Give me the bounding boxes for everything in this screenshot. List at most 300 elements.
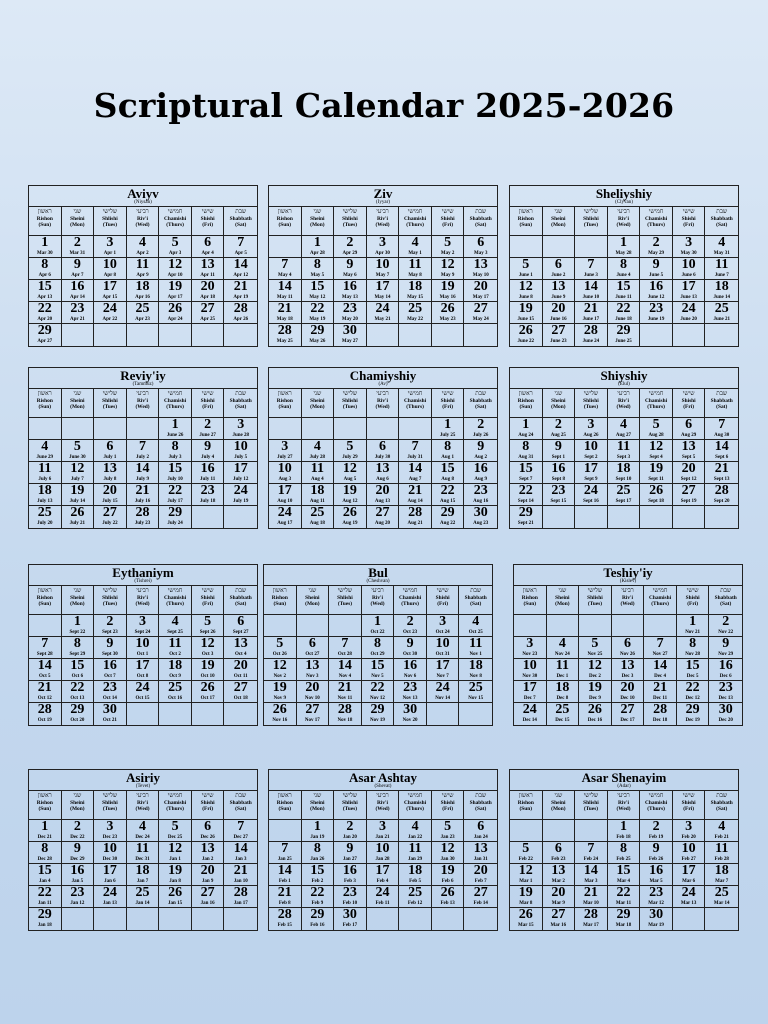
weekday-header	[29, 389, 62, 418]
day-number: 5	[444, 820, 452, 834]
weekday-hebrew: שבת	[716, 793, 728, 799]
gregorian-date: Sept 19	[680, 499, 697, 504]
gregorian-date: May 13	[341, 295, 358, 300]
month-subtitle: (Shevat)	[374, 784, 392, 789]
gregorian-date: Apr 5	[234, 251, 247, 256]
day-cell	[62, 418, 95, 440]
day-cell	[269, 506, 302, 528]
day-cell	[514, 681, 547, 703]
gregorian-date: Dec 11	[653, 696, 668, 701]
day-cell	[432, 324, 465, 346]
day-number: 15	[37, 280, 52, 294]
gregorian-date: Dec 23	[102, 835, 118, 840]
gregorian-date: Feb 9	[311, 901, 324, 906]
day-number: 20	[620, 681, 635, 695]
day-number: 1	[373, 615, 381, 629]
day-number: 3	[281, 440, 289, 454]
gregorian-date: Nov 24	[554, 652, 570, 657]
day-number: 24	[277, 506, 292, 520]
gregorian-date: June 29	[36, 455, 54, 460]
weekday-name: Sheini	[70, 595, 85, 601]
weekday-abbrev: (Sun)	[273, 601, 287, 607]
gregorian-date: May 20	[341, 317, 358, 322]
gregorian-date: Nov 15	[468, 696, 484, 701]
day-number: 16	[70, 864, 85, 878]
gregorian-date: Jan 6	[104, 879, 116, 884]
month-name: Asar Shenayim	[581, 770, 667, 785]
weekday-hebrew: שבת	[475, 793, 487, 799]
gregorian-date: Oct 31	[435, 652, 450, 657]
day-number: 5	[522, 258, 530, 272]
day-cell	[575, 258, 608, 280]
weekday-header	[575, 791, 608, 820]
day-cell	[302, 258, 335, 280]
day-cell	[29, 908, 62, 930]
weekday-name: Sheini	[310, 398, 325, 404]
weekday-hebrew: רביעי	[136, 209, 149, 215]
gregorian-date: Dec 13	[718, 696, 733, 701]
month-block	[509, 185, 739, 347]
gregorian-date: Apr 27	[37, 339, 53, 344]
gregorian-date: June 16	[550, 317, 567, 322]
gregorian-date: Oct 6	[71, 674, 84, 679]
weekday-name: Rishon	[517, 800, 534, 806]
day-cell	[29, 886, 62, 908]
day-cell	[673, 908, 706, 930]
gregorian-date: July 23	[134, 521, 151, 526]
day-number: 27	[305, 703, 320, 717]
day-cell	[29, 703, 62, 725]
gregorian-date: Sept 8	[551, 477, 565, 482]
day-cell	[269, 484, 302, 506]
day-cell	[269, 324, 302, 346]
day-number: 21	[583, 302, 598, 316]
weekday-abbrev: (Mon)	[555, 601, 570, 607]
gregorian-date: Sept 5	[682, 455, 696, 460]
gregorian-date: May 12	[309, 295, 326, 300]
weekday-abbrev: (Sat)	[475, 222, 487, 228]
weekday-abbrev: (Sat)	[470, 601, 482, 607]
day-cell	[673, 440, 706, 462]
gregorian-date: July 5	[234, 455, 248, 460]
day-cell	[127, 659, 160, 681]
gregorian-date: Feb 26	[648, 857, 664, 862]
gregorian-date: Nov 1	[469, 652, 482, 657]
day-number: 10	[135, 637, 150, 651]
day-cell	[192, 258, 225, 280]
day-cell	[399, 418, 432, 440]
day-cell	[673, 506, 706, 528]
weekday-abbrev: (Sat)	[716, 222, 728, 228]
day-cell	[192, 440, 225, 462]
weekday-hebrew: שני	[558, 588, 567, 594]
gregorian-date: June 3	[583, 273, 598, 278]
day-number: 11	[135, 842, 150, 856]
day-number: 17	[681, 864, 696, 878]
gregorian-date: Jan 13	[102, 901, 117, 906]
day-cell	[575, 324, 608, 346]
day-cell	[579, 681, 612, 703]
day-cell	[302, 820, 335, 842]
weekday-name: Sheini	[555, 595, 570, 601]
day-cell	[269, 820, 302, 842]
weekday-name: Chamishi	[403, 216, 427, 222]
day-cell	[192, 842, 225, 864]
day-cell	[192, 637, 225, 659]
day-number: 18	[37, 484, 52, 498]
day-number: 11	[168, 637, 182, 651]
month-grid	[29, 586, 257, 725]
gregorian-date: Apr 4	[201, 251, 214, 256]
gregorian-date: Feb 12	[407, 901, 423, 906]
weekday-header	[159, 791, 192, 820]
weekday-hebrew: חמישי	[648, 793, 664, 799]
day-number: 29	[70, 703, 85, 717]
weekday-abbrev: (Mon)	[70, 222, 85, 228]
gregorian-date: Sept 2	[584, 455, 598, 460]
gregorian-date: June 14	[713, 295, 730, 300]
day-number: 26	[70, 506, 85, 520]
gregorian-date: July 2	[136, 455, 149, 460]
weekday-hebrew: שני	[73, 209, 82, 215]
day-cell	[127, 703, 160, 725]
day-cell	[334, 886, 367, 908]
day-number: 4	[171, 615, 179, 629]
gregorian-date: Nov 6	[403, 674, 417, 679]
weekday-abbrev: (Fri)	[202, 601, 214, 607]
gregorian-date: Jan 3	[234, 857, 247, 862]
day-number: 20	[681, 462, 696, 476]
gregorian-date: Feb 25	[616, 857, 631, 862]
day-number: 2	[346, 236, 354, 250]
gregorian-date: Feb 23	[551, 857, 566, 862]
day-number: 13	[102, 462, 117, 476]
day-number: 16	[649, 864, 664, 878]
day-cell	[432, 302, 465, 324]
day-number: 9	[652, 842, 660, 856]
gregorian-date: Jan 31	[473, 857, 488, 862]
day-cell	[62, 637, 95, 659]
day-number: 25	[37, 506, 52, 520]
gregorian-date: June 9	[551, 295, 566, 300]
day-cell	[640, 506, 673, 528]
day-cell	[575, 908, 608, 930]
day-number: 17	[233, 462, 248, 476]
day-cell	[367, 820, 400, 842]
day-number: 20	[375, 484, 390, 498]
gregorian-date: Aug 2	[474, 455, 488, 460]
weekday-name: Riv'i	[617, 216, 630, 222]
day-cell	[432, 506, 465, 528]
day-cell	[362, 615, 395, 637]
day-cell	[640, 864, 673, 886]
month-grid	[510, 389, 738, 528]
day-number: 23	[70, 886, 85, 900]
weekday-hebrew: שני	[313, 391, 322, 397]
gregorian-date: Feb 4	[376, 879, 389, 884]
day-number: 2	[73, 236, 81, 250]
day-cell	[575, 484, 608, 506]
day-number: 28	[37, 703, 52, 717]
gregorian-date: May 5	[310, 273, 325, 278]
day-cell	[394, 637, 427, 659]
month-block	[513, 564, 743, 726]
weekday-header	[127, 389, 160, 418]
gregorian-date: May 31	[713, 251, 730, 256]
day-cell	[510, 462, 543, 484]
day-number: 1	[619, 820, 627, 834]
day-cell	[269, 908, 302, 930]
weekday-hebrew: חמישי	[648, 391, 664, 397]
day-number: 10	[102, 842, 117, 856]
day-cell	[464, 324, 497, 346]
day-cell	[269, 418, 302, 440]
day-cell	[94, 236, 127, 258]
weekday-hebrew: שני	[308, 588, 317, 594]
weekday-hebrew: שלישי	[102, 209, 118, 215]
day-cell	[640, 820, 673, 842]
day-number: 1	[171, 418, 179, 432]
gregorian-date: Apr 10	[167, 273, 183, 278]
weekday-header	[510, 791, 543, 820]
gregorian-date: Aug 7	[408, 477, 422, 482]
day-number: 8	[619, 842, 627, 856]
day-cell	[224, 280, 257, 302]
day-cell	[94, 440, 127, 462]
weekday-header	[399, 791, 432, 820]
day-number: 22	[518, 484, 533, 498]
gregorian-date: Mar 6	[682, 879, 696, 884]
weekday-hebrew: שישי	[201, 209, 214, 215]
gregorian-date: Jan 19	[310, 835, 325, 840]
day-cell	[29, 842, 62, 864]
gregorian-date: Sept 11	[648, 477, 664, 482]
day-number: 12	[440, 258, 455, 272]
day-cell	[432, 886, 465, 908]
weekday-name: Rishon	[276, 800, 293, 806]
day-number: 12	[518, 864, 533, 878]
day-number: 1	[689, 615, 697, 629]
weekday-abbrev: (Sun)	[519, 222, 533, 228]
day-cell	[673, 886, 706, 908]
day-cell	[543, 820, 576, 842]
weekday-abbrev: (Mon)	[310, 222, 325, 228]
day-number: 14	[37, 659, 52, 673]
gregorian-date: May 6	[343, 273, 357, 278]
day-cell	[29, 258, 62, 280]
month-subtitle: (Adar)	[617, 784, 631, 789]
day-number: 24	[522, 703, 537, 717]
day-number: 19	[440, 864, 455, 878]
day-number: 6	[204, 820, 212, 834]
day-cell	[224, 615, 257, 637]
day-cell	[362, 637, 395, 659]
gregorian-date: Apr 20	[37, 317, 53, 322]
weekday-hebrew: שלישי	[337, 588, 353, 594]
weekday-header	[334, 791, 367, 820]
day-number: 15	[518, 462, 533, 476]
weekday-hebrew: שלישי	[102, 588, 118, 594]
gregorian-date: Mar 8	[519, 901, 533, 906]
weekday-abbrev: (Wed)	[135, 806, 150, 812]
day-cell	[677, 681, 710, 703]
gregorian-date: May 23	[439, 317, 456, 322]
weekday-hebrew: שלישי	[583, 391, 599, 397]
day-cell	[329, 681, 362, 703]
day-cell	[640, 462, 673, 484]
month-header	[514, 565, 742, 586]
gregorian-date: Nov 26	[620, 652, 635, 657]
day-cell	[127, 324, 160, 346]
day-cell	[575, 886, 608, 908]
day-cell	[394, 615, 427, 637]
day-number: 18	[468, 659, 483, 673]
day-number: 18	[714, 280, 729, 294]
weekday-header	[269, 207, 302, 236]
gregorian-date: May 1	[408, 251, 422, 256]
day-number: 28	[583, 324, 598, 338]
weekday-header	[547, 586, 580, 615]
weekday-name: Chamishi	[403, 398, 427, 404]
gregorian-date: Feb 22	[518, 857, 533, 862]
weekday-name: Shishi	[440, 398, 455, 404]
weekday-name: Shlishi	[342, 398, 358, 404]
day-cell	[612, 637, 645, 659]
day-cell	[459, 615, 492, 637]
month-name: Ziv	[373, 186, 393, 201]
day-number: 1	[41, 820, 49, 834]
weekday-abbrev: (Wed)	[375, 222, 390, 228]
day-cell	[367, 302, 400, 324]
day-cell	[640, 842, 673, 864]
gregorian-date: Sept 6	[715, 455, 729, 460]
day-number: 17	[102, 280, 117, 294]
gregorian-date: Dec 16	[587, 718, 603, 723]
weekday-name: Shlishi	[583, 800, 599, 806]
day-cell	[367, 324, 400, 346]
day-number: 6	[204, 236, 212, 250]
month-name: Chamiyshiy	[349, 368, 417, 383]
gregorian-date: Jan 9	[201, 879, 214, 884]
gregorian-date: Feb 2	[311, 879, 324, 884]
weekday-name: Rishon	[517, 398, 534, 404]
weekday-hebrew: חמישי	[648, 209, 664, 215]
day-cell	[29, 280, 62, 302]
day-cell	[127, 681, 160, 703]
day-number: 20	[200, 280, 215, 294]
day-cell	[709, 681, 742, 703]
weekday-hebrew: ראשון	[522, 588, 537, 594]
day-cell	[302, 506, 335, 528]
weekday-abbrev: (Mon)	[305, 601, 320, 607]
gregorian-date: Oct 29	[370, 652, 385, 657]
day-number: 27	[473, 886, 488, 900]
gregorian-date: Dec 1	[556, 674, 569, 679]
day-cell	[127, 506, 160, 528]
day-cell	[510, 908, 543, 930]
gregorian-date: Apr 1	[103, 251, 117, 256]
gregorian-date: Apr 9	[136, 273, 149, 278]
day-number: 24	[583, 484, 598, 498]
weekday-abbrev: (Thurs)	[406, 404, 424, 410]
day-cell	[510, 820, 543, 842]
day-number: 7	[587, 842, 595, 856]
day-cell	[677, 615, 710, 637]
day-number: 12	[587, 659, 602, 673]
day-cell	[464, 258, 497, 280]
gregorian-date: Dec 15	[555, 718, 570, 723]
gregorian-date: Dec 8	[556, 696, 569, 701]
day-cell	[709, 637, 742, 659]
day-number: 13	[551, 864, 566, 878]
gregorian-date: Sept 18	[648, 499, 664, 504]
weekday-hebrew: שבת	[235, 588, 247, 594]
weekday-name: Shishi	[440, 216, 455, 222]
day-cell	[362, 681, 395, 703]
gregorian-date: Nov 3	[306, 674, 319, 679]
day-number: 24	[102, 302, 117, 316]
gregorian-date: Feb 24	[583, 857, 599, 862]
day-number: 25	[616, 484, 631, 498]
weekday-hebrew: ראשון	[277, 209, 292, 215]
month-grid	[510, 207, 738, 346]
weekday-hebrew: שבת	[235, 793, 247, 799]
gregorian-date: Apr 18	[200, 295, 216, 300]
weekday-header	[644, 586, 677, 615]
day-number: 3	[237, 418, 245, 432]
day-number: 1	[619, 236, 627, 250]
day-cell	[608, 864, 641, 886]
page-title: Scriptural Calendar 2025-2026	[93, 86, 675, 125]
weekday-name: Sheini	[70, 398, 85, 404]
day-number: 3	[526, 637, 534, 651]
gregorian-date: July 20	[37, 521, 53, 526]
day-cell	[192, 302, 225, 324]
weekday-header	[608, 389, 641, 418]
day-cell	[29, 820, 62, 842]
day-number: 19	[168, 864, 183, 878]
day-number: 15	[616, 864, 631, 878]
day-number: 3	[138, 615, 146, 629]
day-cell	[127, 886, 160, 908]
day-number: 20	[233, 659, 248, 673]
day-cell	[399, 864, 432, 886]
gregorian-date: Aug 22	[440, 521, 456, 526]
weekday-hebrew: שישי	[682, 793, 695, 799]
day-number: 18	[168, 659, 183, 673]
day-cell	[510, 506, 543, 528]
gregorian-date: Jan 11	[37, 901, 52, 906]
day-cell	[394, 659, 427, 681]
day-cell	[329, 659, 362, 681]
gregorian-date: Jan 12	[70, 901, 85, 906]
weekday-hebrew: חמישי	[407, 209, 423, 215]
gregorian-date: July 6	[38, 477, 52, 482]
day-cell	[334, 842, 367, 864]
gregorian-date: Aug 13	[374, 499, 391, 504]
weekday-name: Shishi	[440, 800, 455, 806]
weekday-name: Shabbath	[229, 595, 252, 601]
day-cell	[608, 462, 641, 484]
gregorian-date: June 17	[582, 317, 600, 322]
gregorian-date: Feb 19	[648, 835, 664, 840]
day-number: 11	[408, 842, 422, 856]
day-number: 26	[518, 324, 533, 338]
day-number: 29	[616, 324, 631, 338]
gregorian-date: Nov 22	[718, 630, 734, 635]
day-number: 24	[233, 484, 248, 498]
day-number: 27	[620, 703, 635, 717]
